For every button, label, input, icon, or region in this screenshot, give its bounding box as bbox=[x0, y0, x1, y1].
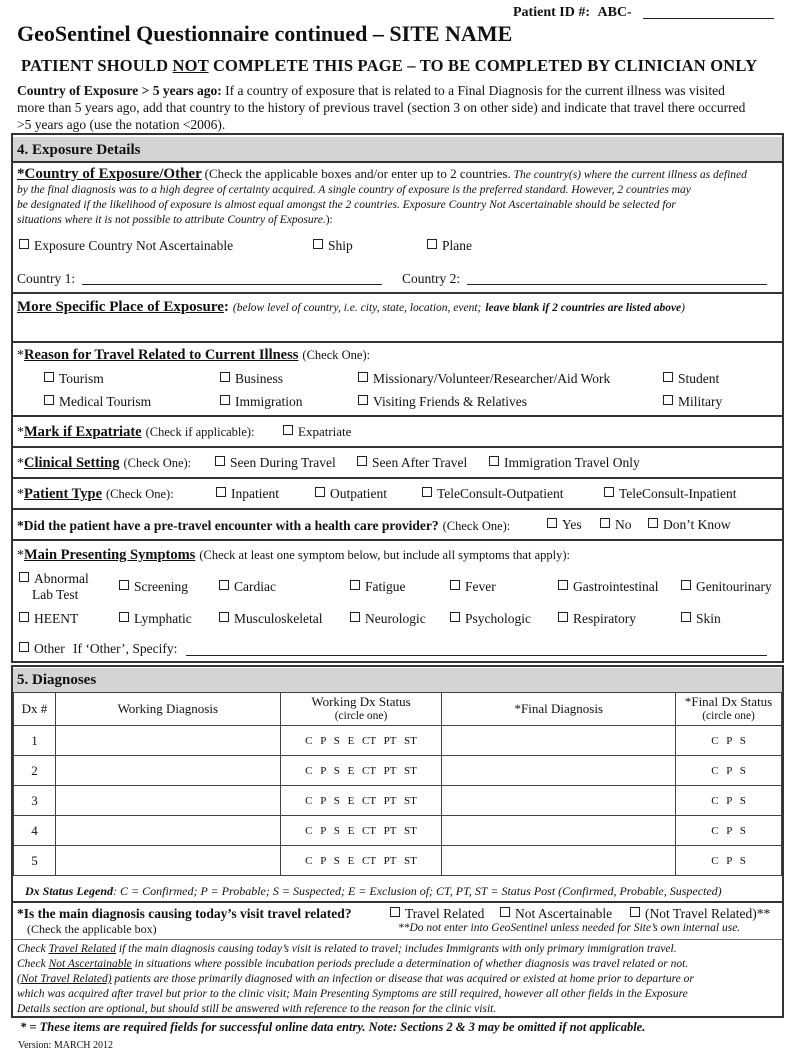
checkbox-teleconsult-inpatient[interactable]: TeleConsult-Inpatient bbox=[604, 486, 737, 502]
checkbox-vfr[interactable]: Visiting Friends & Relatives bbox=[358, 394, 527, 410]
checkbox-genitourinary[interactable]: Genitourinary bbox=[681, 579, 772, 595]
diagnosis-row bbox=[14, 816, 782, 846]
checkbox-cardiac[interactable]: Cardiac bbox=[219, 579, 276, 595]
checkbox-icon bbox=[283, 425, 293, 435]
other-specify-field[interactable] bbox=[186, 643, 767, 656]
checkbox-icon bbox=[19, 572, 29, 582]
checkbox-icon bbox=[357, 456, 367, 466]
checkbox-icon bbox=[450, 580, 460, 590]
checkbox-abnormal-lab-test[interactable]: Abnormal Lab Test bbox=[19, 571, 89, 603]
version-label: Version: MARCH 2012 bbox=[18, 1040, 114, 1051]
working-diagnosis-cell[interactable] bbox=[55, 816, 280, 846]
checkbox-plane[interactable]: Plane bbox=[427, 238, 472, 254]
intro-paragraph: Country of Exposure > 5 years ago: If a country of exposure that is related to a Final Diagnosis for the current illness was visited more than 5 years ago, add that country to the history of previous travel (section 3 on other side) and indicate that travel there occurred >5 years ago (use the notation <2006). bbox=[17, 83, 746, 132]
checkbox-icon bbox=[119, 612, 129, 622]
checkbox-icon bbox=[500, 907, 510, 917]
expatriate-heading: *Mark if Expatriate (Check if applicable): bbox=[17, 424, 255, 440]
checkbox-icon bbox=[219, 612, 229, 622]
travel-related-question: *Is the main diagnosis causing today’s visit travel related? bbox=[17, 906, 352, 921]
country-1-field[interactable] bbox=[82, 272, 382, 285]
country-2-field[interactable] bbox=[467, 272, 767, 285]
checkbox-seen-after-travel[interactable]: Seen After Travel bbox=[357, 455, 467, 471]
checkbox-expatriate[interactable]: Expatriate bbox=[283, 424, 351, 440]
checkbox-icon bbox=[313, 239, 323, 249]
symptoms-heading: *Main Presenting Symptoms (Check at least one symptom below, but include all symptoms that apply): bbox=[17, 547, 570, 563]
specific-place-block: More Specific Place of Exposure: (below level of country, i.e. city, state, location, event; leave blank if 2 countries are listed above) bbox=[17, 299, 685, 315]
checkbox-pretravel-no[interactable]: No bbox=[600, 517, 632, 533]
checkbox-pretravel-yes[interactable]: Yes bbox=[547, 517, 582, 533]
diagnosis-row bbox=[14, 726, 782, 756]
checkbox-immigration-travel-only[interactable]: Immigration Travel Only bbox=[489, 455, 640, 471]
specific-place-label: More Specific Place of Exposure bbox=[17, 299, 224, 315]
checkbox-icon bbox=[558, 580, 568, 590]
patient-id-prefix: ABC- bbox=[597, 5, 632, 20]
working-status-codes[interactable]: C P S E CT PT ST bbox=[280, 726, 442, 756]
checkbox-icon bbox=[663, 395, 673, 405]
diagnoses-table bbox=[13, 692, 782, 876]
checkbox-military[interactable]: Military bbox=[663, 394, 722, 410]
checkbox-exposure-not-ascertainable[interactable]: Exposure Country Not Ascertainable bbox=[19, 238, 233, 254]
country-1-label: Country 1: bbox=[17, 271, 76, 286]
travel-note: **Do not enter into GeoSentinel unless needed for Site’s own internal use. bbox=[398, 922, 741, 934]
checkbox-respiratory[interactable]: Respiratory bbox=[558, 611, 636, 627]
final-status-codes[interactable]: C P S bbox=[676, 726, 782, 756]
final-diagnosis-cell[interactable] bbox=[442, 756, 676, 786]
checkbox-seen-during-travel[interactable]: Seen During Travel bbox=[215, 455, 336, 471]
checkbox-icon bbox=[681, 612, 691, 622]
checkbox-fatigue[interactable]: Fatigue bbox=[350, 579, 406, 595]
checkbox-icon bbox=[604, 487, 614, 497]
checkbox-icon bbox=[19, 612, 29, 622]
checkbox-other-symptom[interactable]: Other bbox=[19, 641, 65, 657]
final-diagnosis-cell[interactable] bbox=[442, 726, 676, 756]
col-final-diagnosis: *Final Diagnosis bbox=[442, 693, 676, 726]
checkbox-inpatient[interactable]: Inpatient bbox=[216, 486, 279, 502]
col-working-diagnosis: Working Diagnosis bbox=[55, 693, 280, 726]
dx-number: 5 bbox=[14, 846, 56, 876]
checkbox-icon bbox=[489, 456, 499, 466]
checkbox-icon bbox=[219, 580, 229, 590]
checkbox-icon bbox=[19, 642, 29, 652]
checkbox-student[interactable]: Student bbox=[663, 371, 719, 387]
final-status-codes[interactable]: C P S bbox=[676, 756, 782, 786]
country-exposure-block: *Country of Exposure/Other (Check the applicable boxes and/or enter up to 2 countries. The country(s) where the current illness as defined by the final diagnosis was to a high degree of certainty acquired. A single country of exposure is the preferred standard. However, 2 countries may be designated if the likelihood of exposure is almost equal amongst the 2 countries. Exposure Country Not Ascertainable should be selected for situations where it is not possible to attribute Country of Exposure.): bbox=[17, 166, 747, 226]
checkbox-teleconsult-outpatient[interactable]: TeleConsult-Outpatient bbox=[422, 486, 564, 502]
reason-travel-heading: *Reason for Travel Related to Current Illness (Check One): bbox=[17, 347, 371, 363]
checkbox-gastrointestinal[interactable]: Gastrointestinal bbox=[558, 579, 658, 595]
checkbox-medical-tourism[interactable]: Medical Tourism bbox=[44, 394, 151, 410]
final-diagnosis-cell[interactable] bbox=[442, 786, 676, 816]
checkbox-icon bbox=[19, 239, 29, 249]
checkbox-icon bbox=[350, 580, 360, 590]
final-diagnosis-cell[interactable] bbox=[442, 846, 676, 876]
dx-number: 1 bbox=[14, 726, 56, 756]
checkbox-not-ascertainable[interactable]: Not Ascertainable bbox=[500, 906, 612, 922]
checkbox-icon bbox=[681, 580, 691, 590]
checkbox-icon bbox=[600, 518, 610, 528]
working-diagnosis-cell[interactable] bbox=[55, 846, 280, 876]
checkbox-icon bbox=[630, 907, 640, 917]
country-2-label: Country 2: bbox=[402, 271, 461, 286]
checkbox-screening[interactable]: Screening bbox=[119, 579, 188, 595]
final-diagnosis-cell[interactable] bbox=[442, 816, 676, 846]
working-status-codes[interactable]: C P S E CT PT ST bbox=[280, 756, 442, 786]
checkbox-business[interactable]: Business bbox=[220, 371, 283, 387]
dx-number: 3 bbox=[14, 786, 56, 816]
checkbox-icon bbox=[358, 372, 368, 382]
checkbox-pretravel-dont-know[interactable]: Don’t Know bbox=[648, 517, 731, 533]
checkbox-heent[interactable]: HEENT bbox=[19, 611, 78, 627]
subtitle-not: NOT bbox=[172, 56, 209, 75]
other-specify-label: If ‘Other’, Specify: bbox=[73, 641, 178, 656]
checkbox-icon bbox=[216, 487, 226, 497]
checkbox-musculoskeletal[interactable]: Musculoskeletal bbox=[219, 611, 322, 627]
country-exposure-label: *Country of Exposure/Other bbox=[17, 166, 202, 182]
col-working-status: Working Dx Status (circle one) bbox=[280, 693, 442, 726]
checkbox-icon bbox=[315, 487, 325, 497]
page-title: GeoSentinel Questionnaire continued – SITE NAME bbox=[17, 21, 513, 46]
travel-explanation: Check Travel Related if the main diagnosis causing today’s visit is related to travel; includes Immigrants with only primary immigration travel. Check Not Ascertainable in situations where possible incubation periods preclude a determination of whether diagnosis was travel related or not. (Not Travel Related) patients are those primarily diagnosed with an infection or disease that was acquired or existed at home prior to departure or which was acquired after travel but prior to the clinic visit; Main Presenting Symptoms are still required, however all other fields in the Exposure Details section are optional, but should still be answered with reference to the reason for the clinic visit. bbox=[17, 943, 694, 1015]
checkbox-icon bbox=[220, 372, 230, 382]
checkbox-icon bbox=[450, 612, 460, 622]
checkbox-skin[interactable]: Skin bbox=[681, 611, 721, 627]
col-dx-number: Dx # bbox=[14, 693, 56, 726]
checkbox-icon bbox=[119, 580, 129, 590]
checkbox-fever[interactable]: Fever bbox=[450, 579, 496, 595]
checkbox-icon bbox=[350, 612, 360, 622]
checkbox-icon bbox=[220, 395, 230, 405]
checkbox-icon bbox=[547, 518, 557, 528]
section-5-title: 5. Diagnoses bbox=[17, 672, 97, 688]
section-4-title: 4. Exposure Details bbox=[17, 142, 141, 158]
checkbox-immigration[interactable]: Immigration bbox=[220, 394, 303, 410]
checkbox-icon bbox=[427, 239, 437, 249]
diagnosis-row bbox=[14, 846, 782, 876]
dx-number: 4 bbox=[14, 816, 56, 846]
working-diagnosis-cell[interactable] bbox=[55, 786, 280, 816]
col-final-status: *Final Dx Status (circle one) bbox=[676, 693, 782, 726]
diagnoses-header-row bbox=[14, 693, 782, 726]
checkbox-lymphatic[interactable]: Lymphatic bbox=[119, 611, 192, 627]
final-status-codes[interactable]: C P S bbox=[676, 786, 782, 816]
patient-id-text: Patient ID #: bbox=[513, 5, 590, 20]
checkbox-icon bbox=[558, 612, 568, 622]
working-diagnosis-cell[interactable] bbox=[55, 726, 280, 756]
checkbox-psychologic[interactable]: Psychologic bbox=[450, 611, 531, 627]
checkbox-not-travel-related[interactable]: (Not Travel Related)** bbox=[630, 906, 770, 922]
checkbox-icon bbox=[215, 456, 225, 466]
checkbox-icon bbox=[44, 395, 54, 405]
checkbox-icon bbox=[648, 518, 658, 528]
patient-id-field[interactable] bbox=[643, 6, 774, 19]
checkbox-travel-related[interactable]: Travel Related bbox=[390, 906, 484, 922]
checkbox-icon bbox=[390, 907, 400, 917]
diagnosis-row bbox=[14, 786, 782, 816]
checkbox-ship[interactable]: Ship bbox=[313, 238, 353, 254]
patient-id-label bbox=[513, 5, 632, 21]
diagnosis-row bbox=[14, 756, 782, 786]
specific-place-field[interactable] bbox=[17, 319, 782, 339]
pretravel-heading: *Did the patient have a pre-travel encounter with a health care provider? (Check One): bbox=[17, 518, 511, 533]
checkbox-tourism[interactable]: Tourism bbox=[44, 371, 104, 387]
required-fields-note: * = These items are required fields for successful online data entry. Note: Sections 2 & 3 may be omitted if not applicable. bbox=[20, 1020, 646, 1034]
patient-type-heading: *Patient Type (Check One): bbox=[17, 486, 174, 502]
checkbox-icon bbox=[422, 487, 432, 497]
page-subtitle: PATIENT SHOULD NOT COMPLETE THIS PAGE – TO BE COMPLETED BY CLINICIAN ONLY bbox=[21, 56, 758, 75]
working-diagnosis-cell[interactable] bbox=[55, 756, 280, 786]
working-status-codes[interactable]: C P S E CT PT ST bbox=[280, 846, 442, 876]
travel-related-hint: (Check the applicable box) bbox=[27, 922, 157, 936]
checkbox-neurologic[interactable]: Neurologic bbox=[350, 611, 426, 627]
checkbox-icon bbox=[663, 372, 673, 382]
final-status-codes[interactable]: C P S bbox=[676, 846, 782, 876]
checkbox-icon bbox=[358, 395, 368, 405]
section-5-header bbox=[13, 668, 782, 692]
working-status-codes[interactable]: C P S E CT PT ST bbox=[280, 816, 442, 846]
dx-number: 2 bbox=[14, 756, 56, 786]
final-status-codes[interactable]: C P S bbox=[676, 816, 782, 846]
dx-status-legend: Dx Status Legend: C = Confirmed; P = Probable; S = Suspected; E = Exclusion of; CT, PT, ST = Status Post (Confirmed, Probable, Suspected) bbox=[25, 884, 722, 898]
working-status-codes[interactable]: C P S E CT PT ST bbox=[280, 786, 442, 816]
clinical-setting-heading: *Clinical Setting (Check One): bbox=[17, 455, 192, 471]
checkbox-outpatient[interactable]: Outpatient bbox=[315, 486, 387, 502]
checkbox-missionary[interactable]: Missionary/Volunteer/Researcher/Aid Work bbox=[358, 371, 610, 387]
checkbox-icon bbox=[44, 372, 54, 382]
